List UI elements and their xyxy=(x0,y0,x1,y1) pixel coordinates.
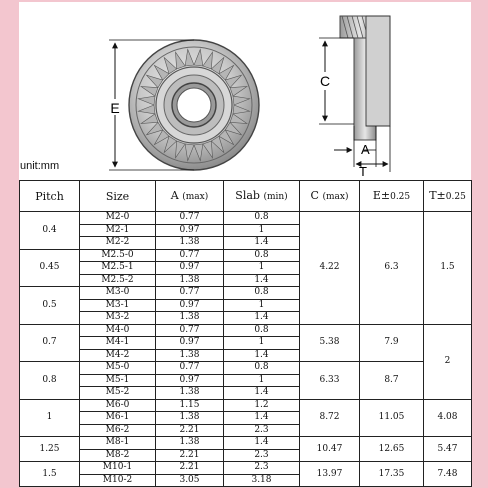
table-cell: M8-2 xyxy=(80,449,156,462)
table-cell: 0.77 xyxy=(156,287,224,300)
table-cell: M10-1 xyxy=(80,462,156,475)
column-header: T±0.25 xyxy=(424,181,472,212)
table-cell: 2.3 xyxy=(224,424,300,437)
table-cell: 0.77 xyxy=(156,212,224,225)
table-cell: 10.47 xyxy=(300,437,360,462)
table-cell: 6.33 xyxy=(300,362,360,400)
table-cell: 3.05 xyxy=(156,474,224,487)
table-cell: 2.3 xyxy=(224,449,300,462)
table-cell: 3.18 xyxy=(224,474,300,487)
table-cell: M6-2 xyxy=(80,424,156,437)
table-cell: M2-0 xyxy=(80,212,156,225)
table-cell: 8.7 xyxy=(360,362,424,400)
table-cell: 12.65 xyxy=(360,437,424,462)
table-cell: 6.3 xyxy=(360,212,424,325)
table-cell: 5.47 xyxy=(424,437,472,462)
table-cell: 2.3 xyxy=(224,462,300,475)
table-cell: 0.97 xyxy=(156,262,224,275)
table-cell: M6-0 xyxy=(80,399,156,412)
table-cell: M2-2 xyxy=(80,237,156,250)
table-cell: M5-1 xyxy=(80,374,156,387)
table-cell: 0.8 xyxy=(224,249,300,262)
table-cell: 1.2 xyxy=(224,399,300,412)
table-cell: 5.38 xyxy=(300,324,360,362)
table-row xyxy=(20,437,472,450)
table-cell: M4-0 xyxy=(80,324,156,337)
table-cell: 1.5 xyxy=(424,212,472,325)
table-cell: 2.21 xyxy=(156,449,224,462)
table-body xyxy=(20,212,472,487)
table-cell: M2.5-1 xyxy=(80,262,156,275)
table-cell: 0.97 xyxy=(156,224,224,237)
table-cell: M2.5-0 xyxy=(80,249,156,262)
table-cell: 0.4 xyxy=(20,212,80,250)
table-cell: 0.7 xyxy=(20,324,80,362)
table-cell: 1.38 xyxy=(156,349,224,362)
column-header: Slab (min) xyxy=(224,181,300,212)
table-cell: 0.97 xyxy=(156,299,224,312)
spec-sheet xyxy=(19,2,471,486)
table-header-row xyxy=(20,181,472,212)
side-view xyxy=(340,16,390,140)
table-cell: 0.77 xyxy=(156,249,224,262)
table-cell: 1.38 xyxy=(156,237,224,250)
table-cell: 0.5 xyxy=(20,287,80,325)
column-header: Size xyxy=(80,181,156,212)
table-cell: M3-2 xyxy=(80,312,156,325)
table-cell: 1.4 xyxy=(224,274,300,287)
table-cell: 0.8 xyxy=(20,362,80,400)
table-cell: 1.15 xyxy=(156,399,224,412)
table-cell: 1.38 xyxy=(156,312,224,325)
table-cell: 0.77 xyxy=(156,324,224,337)
table-cell: 1.38 xyxy=(156,412,224,425)
table-cell: M2.5-2 xyxy=(80,274,156,287)
table-cell: M4-2 xyxy=(80,349,156,362)
table-cell: 1.25 xyxy=(20,437,80,462)
table-cell: M10-2 xyxy=(80,474,156,487)
table-cell: M3-0 xyxy=(80,287,156,300)
table-cell: 1 xyxy=(224,374,300,387)
table-cell: 13.97 xyxy=(300,462,360,487)
table-cell: 0.8 xyxy=(224,287,300,300)
table-cell: 0.8 xyxy=(224,324,300,337)
table-cell: 0.97 xyxy=(156,374,224,387)
column-header: E±0.25 xyxy=(360,181,424,212)
table-cell: 11.05 xyxy=(360,399,424,437)
table-cell: 0.45 xyxy=(20,249,80,287)
table-cell: M5-0 xyxy=(80,362,156,375)
table-cell: 1.4 xyxy=(224,312,300,325)
table-cell: M6-1 xyxy=(80,412,156,425)
column-header: C (max) xyxy=(300,181,360,212)
table-cell: 1.4 xyxy=(224,349,300,362)
table-cell: 1.38 xyxy=(156,437,224,450)
table-cell: 0.8 xyxy=(224,362,300,375)
table-cell: 1.38 xyxy=(156,387,224,400)
front-view xyxy=(129,40,259,170)
column-header: Pitch xyxy=(20,181,80,212)
table-cell: 1 xyxy=(224,262,300,275)
table-cell: 7.48 xyxy=(424,462,472,487)
table-cell: 7.9 xyxy=(360,324,424,362)
table-cell: 0.97 xyxy=(156,337,224,350)
label-t: T xyxy=(359,164,367,179)
table-cell: 1.4 xyxy=(224,237,300,250)
table-cell: 1.38 xyxy=(156,274,224,287)
table-row xyxy=(20,362,472,375)
table-cell: 0.77 xyxy=(156,362,224,375)
table-cell: 2.21 xyxy=(156,462,224,475)
column-header: A (max) xyxy=(156,181,224,212)
table-cell: 4.08 xyxy=(424,399,472,437)
unit-label: unit:mm xyxy=(20,160,60,172)
table-cell: M5-2 xyxy=(80,387,156,400)
table-cell: 2 xyxy=(424,324,472,399)
table-cell: 1.5 xyxy=(20,462,80,487)
table-cell: M2-1 xyxy=(80,224,156,237)
table-cell: 2.21 xyxy=(156,424,224,437)
table-row xyxy=(20,324,472,337)
table-cell: M3-1 xyxy=(80,299,156,312)
label-e: E xyxy=(110,100,120,116)
table-cell: 0.8 xyxy=(224,212,300,225)
table-cell: 1 xyxy=(224,337,300,350)
table-row xyxy=(20,462,472,475)
table-cell: M4-1 xyxy=(80,337,156,350)
table-cell: 1.4 xyxy=(224,387,300,400)
table-row xyxy=(20,212,472,225)
table-cell: 1 xyxy=(20,399,80,437)
table-cell: M8-1 xyxy=(80,437,156,450)
table-cell: 1 xyxy=(224,299,300,312)
spec-table xyxy=(19,180,472,487)
label-c: C xyxy=(319,73,331,89)
nut-technical-drawing xyxy=(19,2,471,180)
label-a: A xyxy=(361,142,370,157)
table-cell: 4.22 xyxy=(300,212,360,325)
table-cell: 1.4 xyxy=(224,437,300,450)
table-cell: 8.72 xyxy=(300,399,360,437)
table-cell: 1 xyxy=(224,224,300,237)
table-cell: 1.4 xyxy=(224,412,300,425)
table-row xyxy=(20,399,472,412)
table-cell: 17.35 xyxy=(360,462,424,487)
